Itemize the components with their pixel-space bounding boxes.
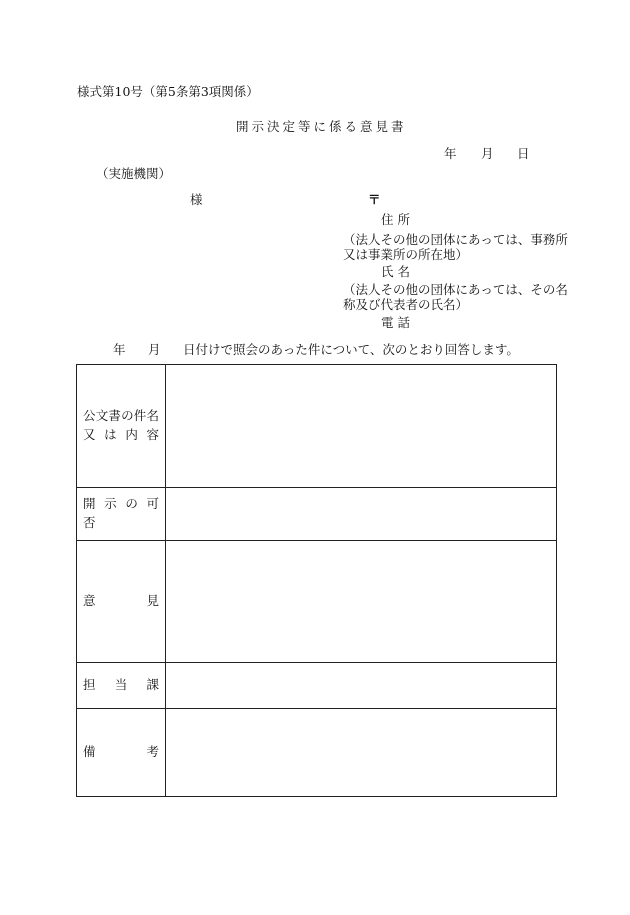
opinion-form-table bbox=[76, 364, 557, 797]
row-label-line: 担 当 課 bbox=[83, 677, 159, 693]
table-row-opinion bbox=[77, 541, 557, 663]
label-cell bbox=[77, 541, 166, 663]
label-cell bbox=[77, 365, 166, 488]
page-title: 開示決定等に係る意見書 bbox=[236, 119, 407, 134]
name-label: 氏 名 bbox=[381, 264, 410, 279]
row-label-line: 又 は 内 容 bbox=[83, 427, 159, 442]
remarks-field[interactable] bbox=[166, 709, 557, 797]
disclosure-decision-field[interactable] bbox=[166, 488, 557, 541]
honorific-label: 様 bbox=[190, 192, 203, 207]
row-label bbox=[83, 407, 159, 445]
document-title-field[interactable] bbox=[166, 365, 557, 488]
row-label-line: 公文書の件名 bbox=[83, 408, 159, 424]
address-note-line2: 又は事業所の所在地） bbox=[343, 247, 469, 262]
department-field[interactable] bbox=[166, 663, 557, 709]
body-month-label: 月 bbox=[148, 342, 161, 357]
agency-label: （実施機関） bbox=[96, 166, 172, 181]
form-number: 様式第10号（第5条第3項関係） bbox=[77, 84, 259, 99]
body-sentence: 日付けで照会のあった件について、次のとおり回答します。 bbox=[183, 342, 519, 357]
row-label bbox=[83, 592, 159, 611]
postal-mark: 〒 bbox=[368, 192, 381, 207]
name-note-line2: 称及び代表者の氏名） bbox=[343, 297, 469, 312]
label-cell bbox=[77, 709, 166, 797]
address-note-line1: （法人その他の団体にあっては、事務所 bbox=[343, 232, 568, 247]
row-label bbox=[83, 743, 159, 762]
table-row-department bbox=[77, 663, 557, 709]
row-label bbox=[83, 676, 159, 695]
date-year-label: 年 bbox=[444, 146, 457, 161]
phone-label: 電 話 bbox=[381, 315, 410, 330]
row-label bbox=[83, 495, 159, 533]
table-row-document-title bbox=[77, 365, 557, 488]
date-day-label: 日 bbox=[517, 146, 530, 161]
row-label-line: 備 考 bbox=[83, 744, 159, 760]
name-note-line1: （法人その他の団体にあっては、その名 bbox=[343, 282, 568, 297]
label-cell bbox=[77, 488, 166, 541]
body-year-label: 年 bbox=[113, 342, 126, 357]
date-month-label: 月 bbox=[481, 146, 494, 161]
address-label: 住 所 bbox=[381, 212, 410, 227]
table-row-disclosure bbox=[77, 488, 557, 541]
row-label-line: 意 見 bbox=[83, 593, 159, 609]
table-row-remarks bbox=[77, 709, 557, 797]
label-cell bbox=[77, 663, 166, 709]
opinion-field[interactable] bbox=[166, 541, 557, 663]
row-label-line: 開 示 の 可 否 bbox=[83, 496, 159, 530]
